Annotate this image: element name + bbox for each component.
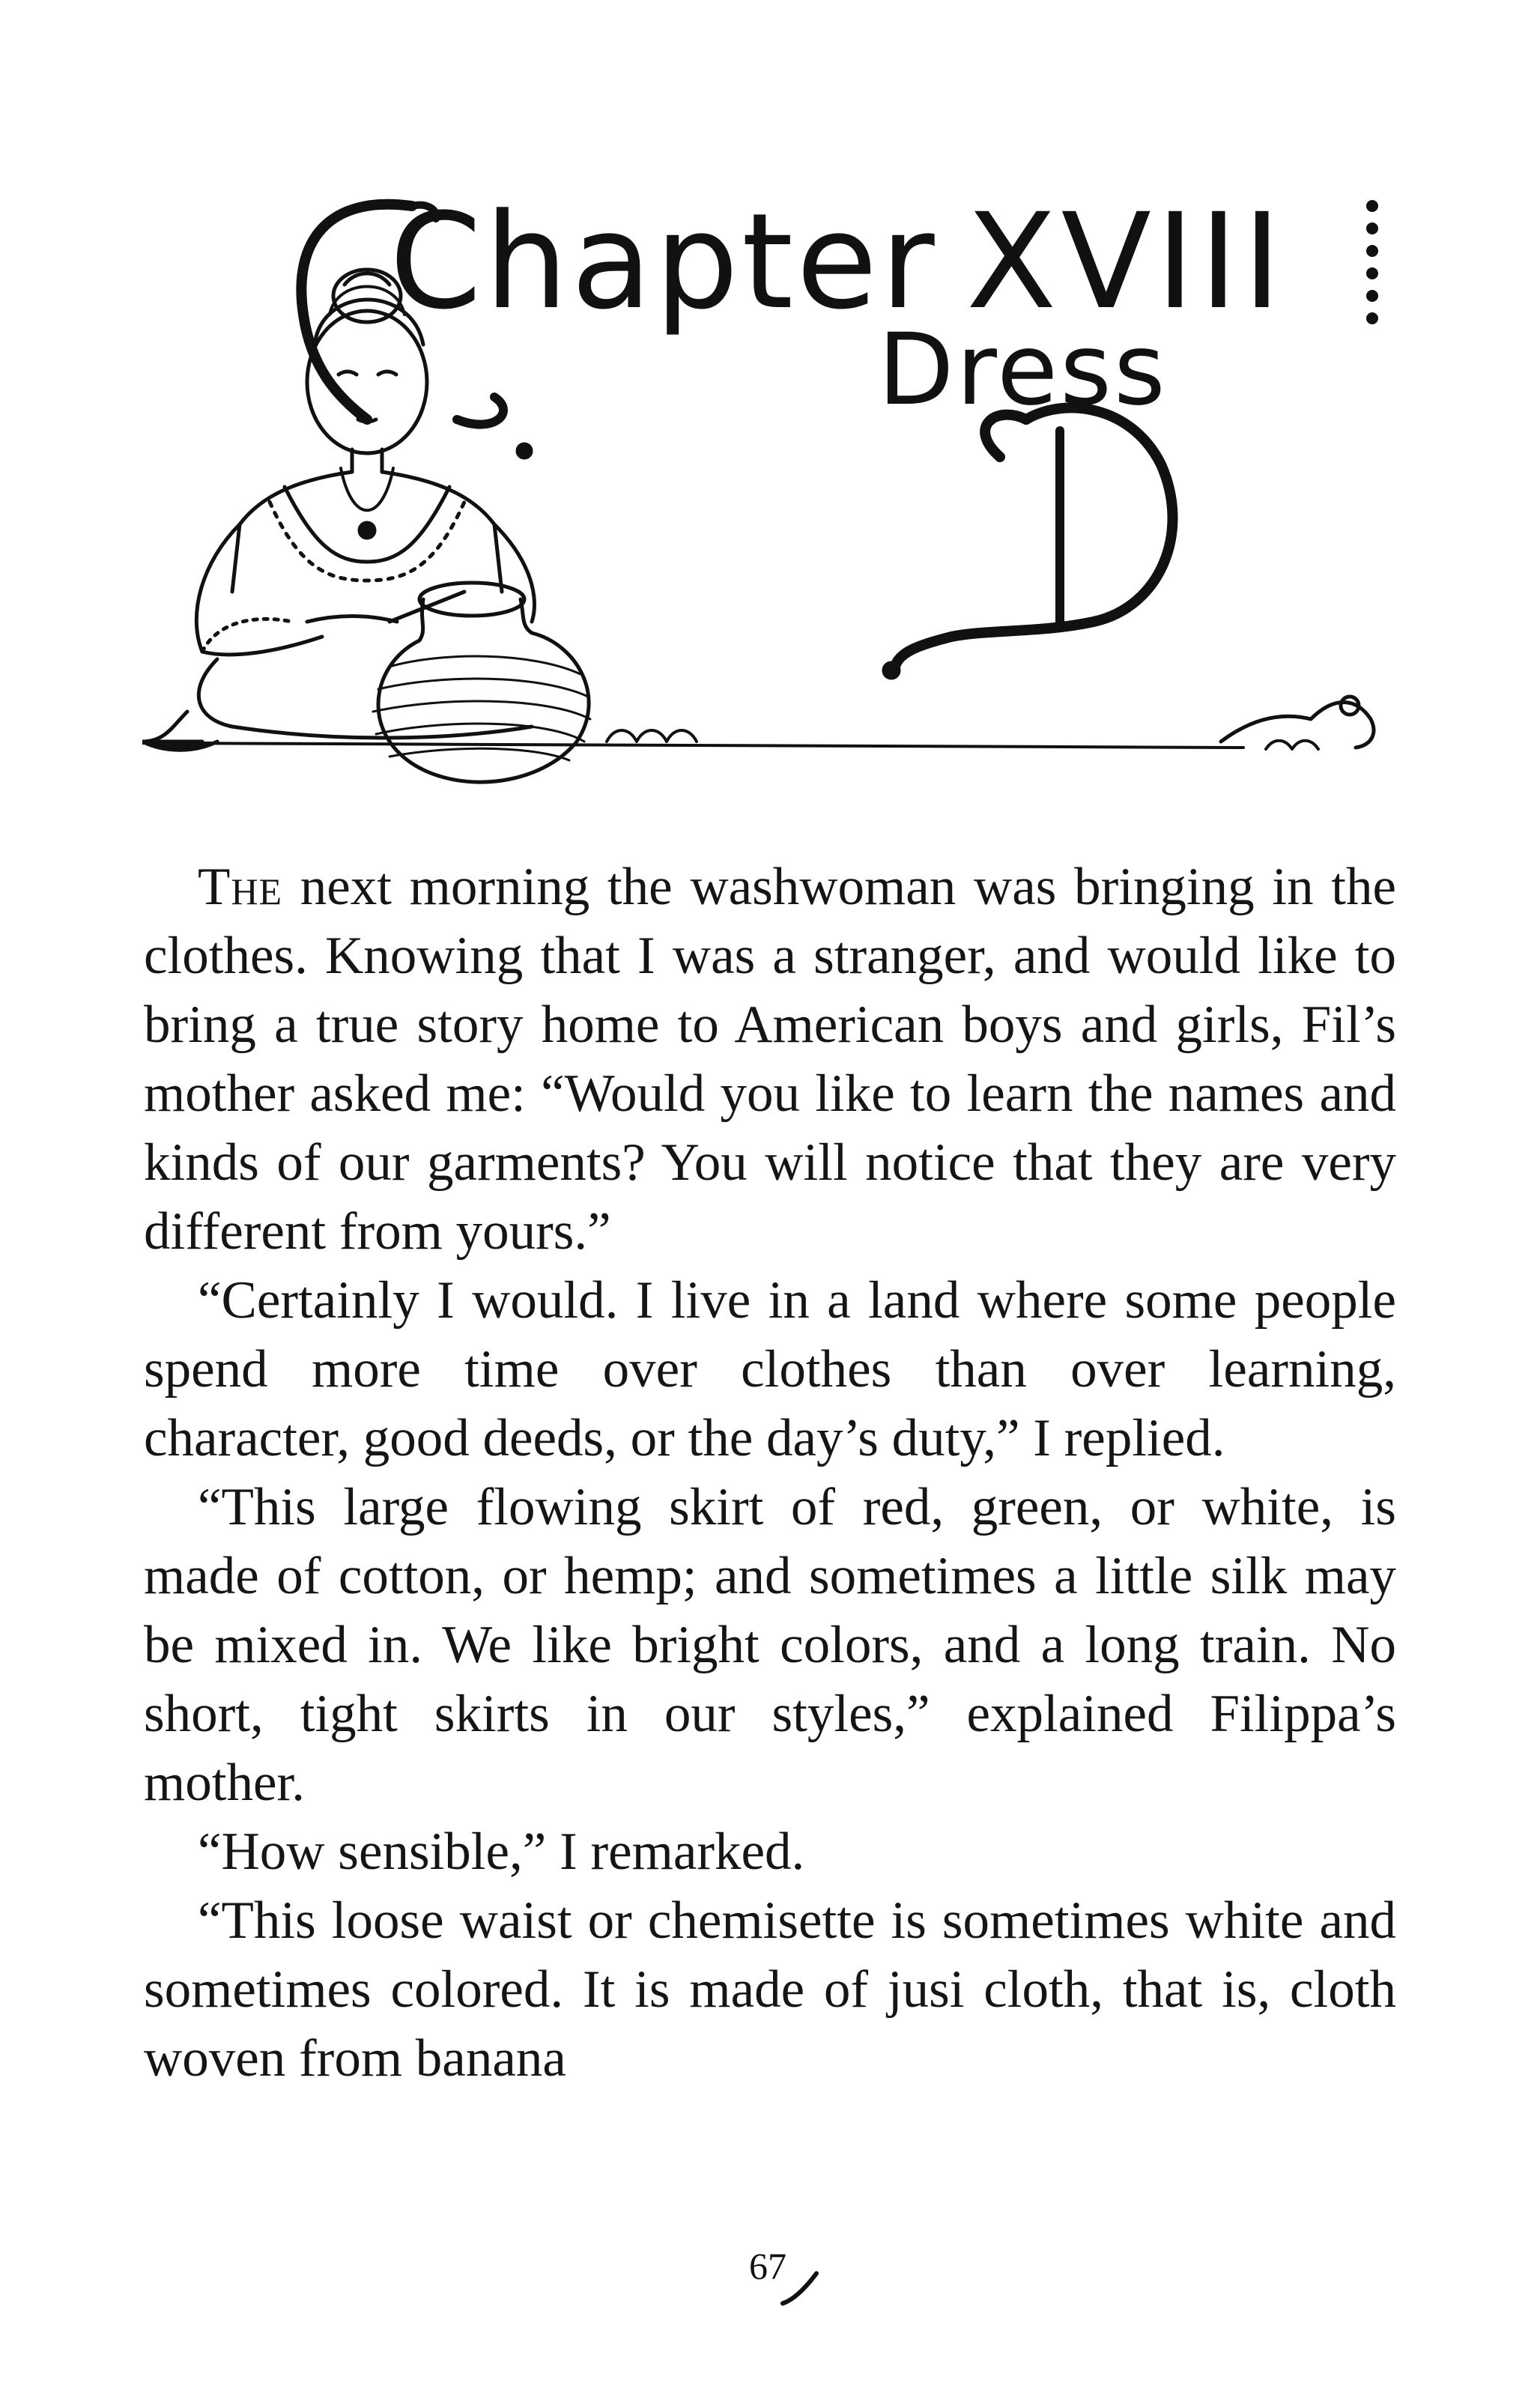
chapter-body: [144, 852, 1396, 2093]
paragraph-5: “This loose waist or chemisette is sometimes white and sometimes colored. It is made of jusi cloth, that is, cloth woven from banana: [144, 1891, 1396, 2088]
paragraph-1: [144, 852, 1396, 1266]
paragraph-2: “Certainly I would. I live in a land where some people spend more time over clothes than over learning, character, good deeds, or the day’s duty,” I replied.: [144, 1271, 1396, 1467]
chapter-numeral: XVIII: [966, 185, 1286, 339]
chapter-label: Chapter: [389, 185, 938, 339]
printer-mark-icon: [779, 2270, 824, 2307]
paragraph-3: “This large flowing skirt of red, green, or white, is made of cotton, or hemp; and sometimes a little silk may be mixed in. We like bright colors, and a long train. No short, tight skirts in our styles,” explained Filippa’s mother.: [144, 1478, 1396, 1812]
chapter-title: Dress: [878, 312, 1168, 428]
page-number: 67: [749, 2245, 786, 2287]
paragraph-text: next morning the washwoman was bringing in the clothes. Knowing that I was a stranger, and would like to bring a true story home to American boys and girls, Fil’s mother asked me: “Would you like to learn the names and kinds of our garments? You will notice that they are very different from yours.”: [144, 858, 1396, 1261]
paragraph-lead-word: The: [198, 858, 283, 916]
paragraph-4: “How sensible,” I remarked.: [198, 1822, 805, 1881]
